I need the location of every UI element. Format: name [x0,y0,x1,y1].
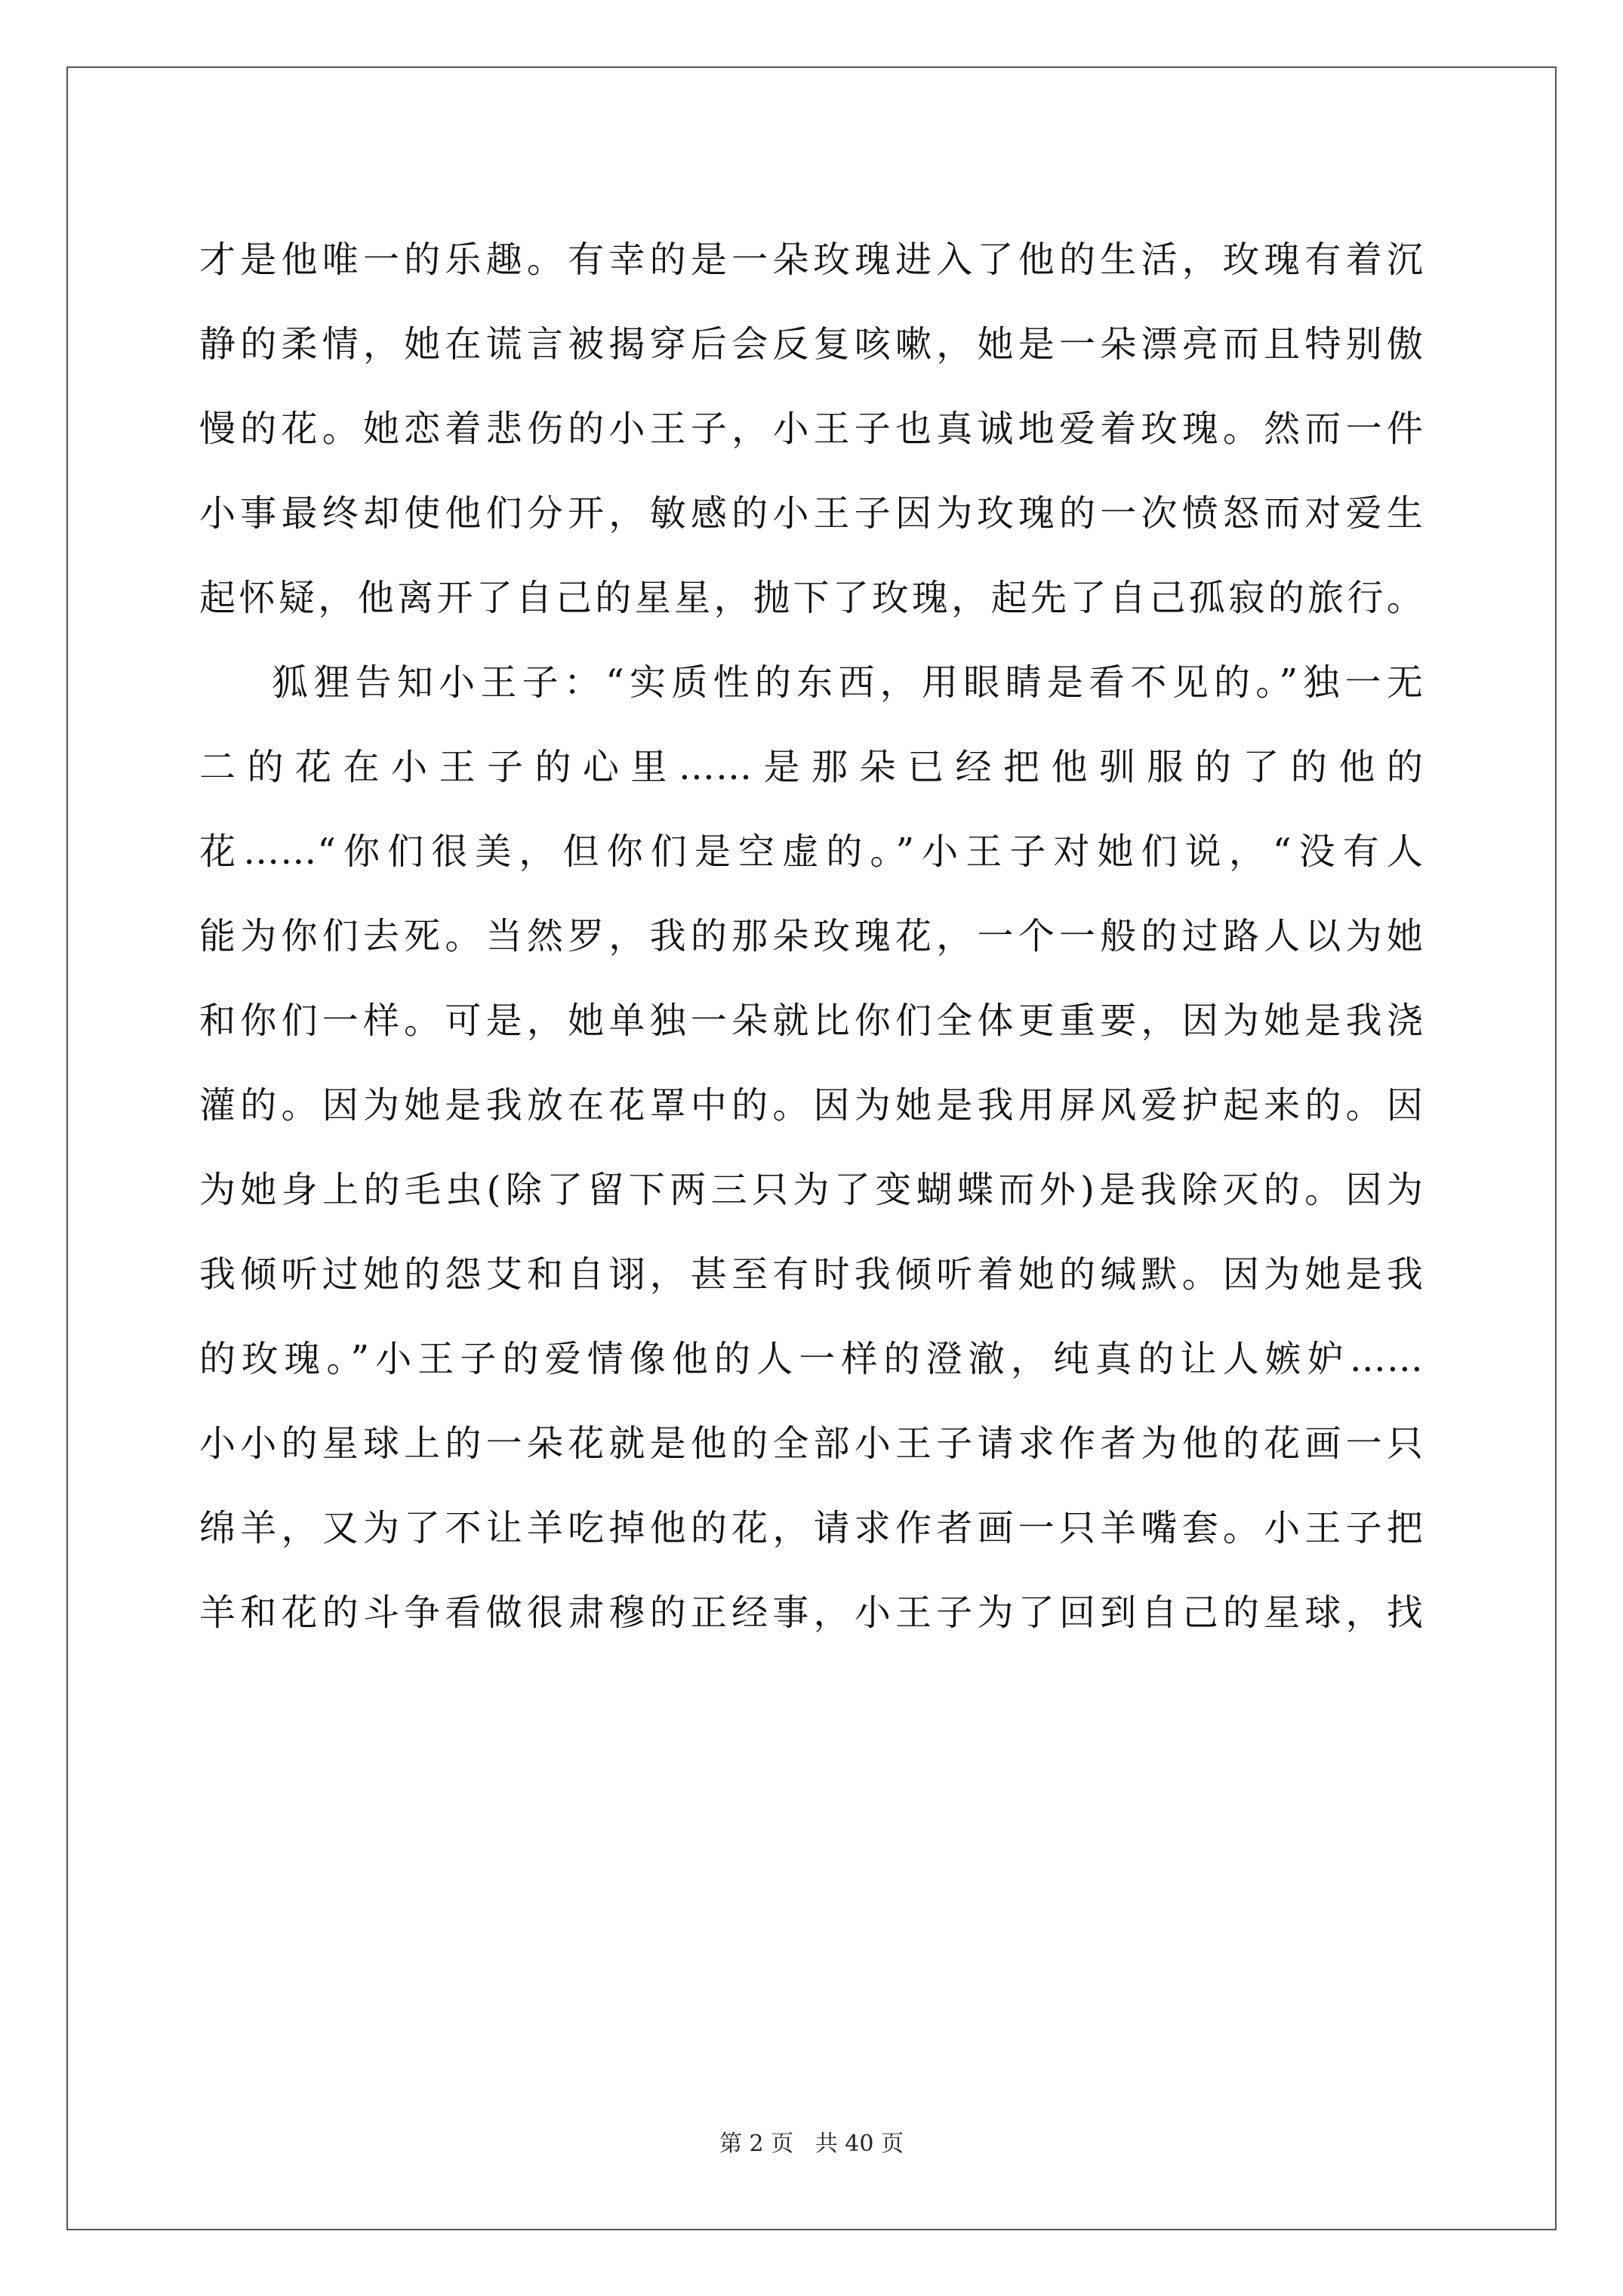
page-footer [0,2129,1623,2159]
text-line: 才是他唯一的乐趣。有幸的是一朵玫瑰进入了他的生活，玫瑰有着沉 [199,239,1424,281]
page-number: 第 2 页 [719,2131,794,2157]
text-line: 我倾听过她的怨艾和自诩，甚至有时我倾听着她的缄默。因为她是我 [199,1253,1424,1296]
text-line: 小事最终却使他们分开，敏感的小王子因为玫瑰的一次愤怒而对爱生 [199,492,1424,535]
page-total: 共 40 页 [815,2131,904,2157]
text-line: 羊和花的斗争看做很肃穆的正经事，小王子为了回到自己的星球，找 [199,1592,1424,1634]
text-line: 二的花在小王子的心里……是那朵已经把他驯服的了的他的 [199,746,1424,788]
text-line: 慢的花。她恋着悲伤的小王子，小王子也真诚地爱着玫瑰。然而一件 [199,408,1424,450]
paragraph-first-line: 狐狸告知小王子：“实质性的东西，用眼睛是看不见的。”独一无 [272,661,1424,704]
document-body [199,217,1424,1655]
text-line: 能为你们去死。当然罗，我的那朵玫瑰花，一个一般的过路人以为她 [199,915,1424,957]
text-line: 灌的。因为她是我放在花罩中的。因为她是我用屏风爱护起来的。因 [199,1084,1424,1126]
text-line: 的玫瑰。”小王子的爱情像他的人一样的澄澈，纯真的让人嫉妒…… [199,1338,1424,1380]
text-line: 为她身上的毛虫(除了留下两三只为了变蝴蝶而外)是我除灭的。因为 [199,1169,1424,1211]
text-line: 绵羊，又为了不让羊吃掉他的花，请求作者画一只羊嘴套。小王子把 [199,1507,1424,1549]
text-line: 和你们一样。可是，她单独一朵就比你们全体更重要，因为她是我浇 [199,1000,1424,1042]
text-line: 静的柔情，她在谎言被揭穿后会反复咳嗽，她是一朵漂亮而且特别傲 [199,323,1424,365]
text-line: 起怀疑，他离开了自己的星星，抛下了玫瑰，起先了自己孤寂的旅行。 [199,577,1424,619]
text-line: 花……“你们很美，但你们是空虚的。”小王子对她们说，“没有人 [199,831,1424,873]
text-line: 小小的星球上的一朵花就是他的全部小王子请求作者为他的花画一只 [199,1422,1424,1465]
